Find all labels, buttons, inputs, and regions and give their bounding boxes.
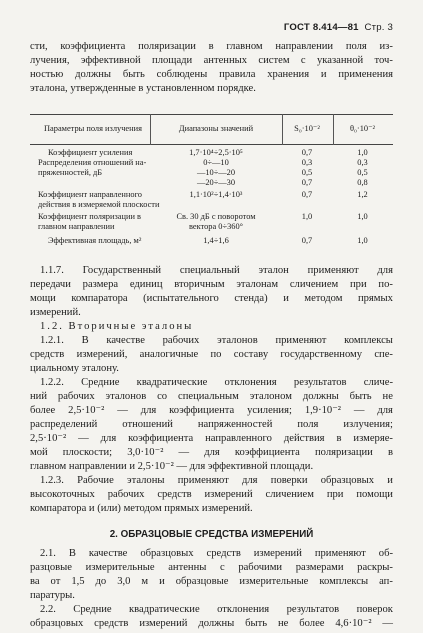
text-line: измерений. (30, 307, 81, 318)
table-cell-param: действия в измеряемой плоскости (38, 200, 160, 209)
table-header: S₀·10⁻² (294, 124, 320, 133)
table-cell-range: 1,4÷1,6 (203, 236, 229, 245)
table-cell-s0: 1,0 (301, 212, 313, 221)
text-line: 1.2.1. В качестве рабочих эталонов применяют комплексы (40, 335, 393, 346)
table-cell-s0: 0,5 (301, 168, 313, 177)
parameters-table (30, 114, 393, 262)
table-cell-t0: 1,0 (357, 236, 368, 245)
table-cell-param: пряженностей, дБ (38, 168, 103, 177)
text-line: лучения, эффективной площади антенных систем с указанной точ- (30, 55, 393, 66)
table-cell-param: Коэффициент направленного (38, 190, 142, 199)
table-cell-param: Эффективная площадь, м² (48, 236, 142, 245)
table-cell-t0: 0,8 (357, 178, 368, 187)
table-cell-range: Св. 30 дБ с поворотом (176, 212, 256, 221)
text-line: мощи компаратора (испытательного стенда) и методом прямых (30, 293, 393, 304)
table-cell-s0: 0,7 (301, 236, 313, 245)
text-line: 1.2.3. Рабочие эталоны применяют для поверки образцовых и (40, 475, 393, 486)
text-line: ний рабочих эталонов со специальным эталоном должны быть не (30, 391, 393, 402)
standard-number: ГОСТ 8.414—81 (283, 22, 359, 33)
table-cell-param: главном направлении (38, 222, 115, 231)
section-heading: 2. ОБРАЗЦОВЫЕ СРЕДСТВА ИЗМЕРЕНИЙ (109, 529, 314, 540)
text-line: компаратора и (или) методом прямых измерений. (30, 503, 253, 514)
table-cell-param: Распределения отношений на- (38, 158, 147, 167)
table-cell-param: Коэффициент поляризации в (38, 212, 141, 221)
text-line: образцовых средств измерений должны быть не более 4,6·10⁻² — (30, 618, 393, 629)
text-line: разцовые измерительные антенны с рабочими размерами раскры- (30, 562, 393, 573)
table-cell-s0: 0,7 (301, 178, 313, 187)
table-header: Параметры поля излучения (44, 124, 142, 133)
text-line: ностью должны быть соблюдены правила хранения и применения (30, 69, 393, 80)
table-cell-range: —10÷—20 (196, 168, 236, 177)
page-number: Стр. 3 (364, 22, 393, 33)
table-cell-t0: 0,5 (357, 168, 368, 177)
table-cell-range: 1,1·10²÷1,4·10³ (189, 190, 243, 199)
table-cell-t0: 1,0 (357, 212, 368, 221)
text-line: более 2,5·10⁻² — для коэффициента усиления; 1,9·10⁻² — для (30, 405, 393, 416)
table-header: θ₀·10⁻² (349, 124, 376, 133)
text-line: средств измерений, аналогичные по составу государственному спе- (30, 349, 393, 360)
table-cell-t0: 1,0 (357, 148, 368, 157)
text-line: 1.2.2. Средние квадратические отклонения результатов сличе- (40, 377, 393, 388)
text-line: эталона, утвержденные в установленном порядке. (30, 83, 256, 94)
text-line: паратуры. (30, 590, 75, 601)
table-header: Диапазоны значений (178, 124, 254, 133)
table-cell-range: вектора 0÷360° (188, 222, 243, 231)
table-cell-s0: 0,7 (301, 190, 313, 199)
table-cell-t0: 1,2 (357, 190, 368, 199)
section-heading: 1.2. Вторичные эталоны (40, 321, 194, 332)
text-line: распределений отношений напряженностей поля излучения; (30, 419, 393, 430)
text-line: ва от 1,5 до 3,0 м и образцовые измерительные комплексы ап- (30, 576, 393, 587)
text-line: главном направлении и 2,5·10⁻² — для эффективной площади. (30, 461, 314, 472)
text-line: циальному эталону. (30, 363, 119, 374)
table-cell-s0: 0,7 (301, 148, 313, 157)
table-cell-param: Коэффициент усиления (48, 148, 133, 157)
text-line: мой плоскости; 3,0·10⁻² — для коэффициента поляризации в (30, 447, 393, 458)
table-cell-range: 0÷—10 (203, 158, 229, 167)
table-cell-t0: 0,3 (357, 158, 368, 167)
text-line: 2.1. В качестве образцовых средств измерений применяют об- (40, 548, 393, 559)
text-line: 2.2. Средние квадратические отклонения результатов поверок (40, 604, 393, 615)
table-cell-range: —20÷—30 (196, 178, 236, 187)
text-line: передачи размера единиц вторичным эталонам сличением при по- (30, 279, 393, 290)
page-header (284, 22, 393, 33)
text-line: 2,5·10⁻² — для коэффициента направленного действия в измеряе- (30, 433, 393, 444)
text-line: сти, коэффициента поляризации в главном направлении поля из- (30, 41, 393, 52)
table-cell-s0: 0,3 (301, 158, 313, 167)
text-line: высокоточных рабочих средств измерений сличением при помощи (30, 489, 393, 500)
text-line: 1.1.7. Государственный специальный эталон применяют для (40, 265, 393, 276)
table-cell-range: 1,7·10⁴÷2,5·10⁵ (189, 148, 243, 157)
